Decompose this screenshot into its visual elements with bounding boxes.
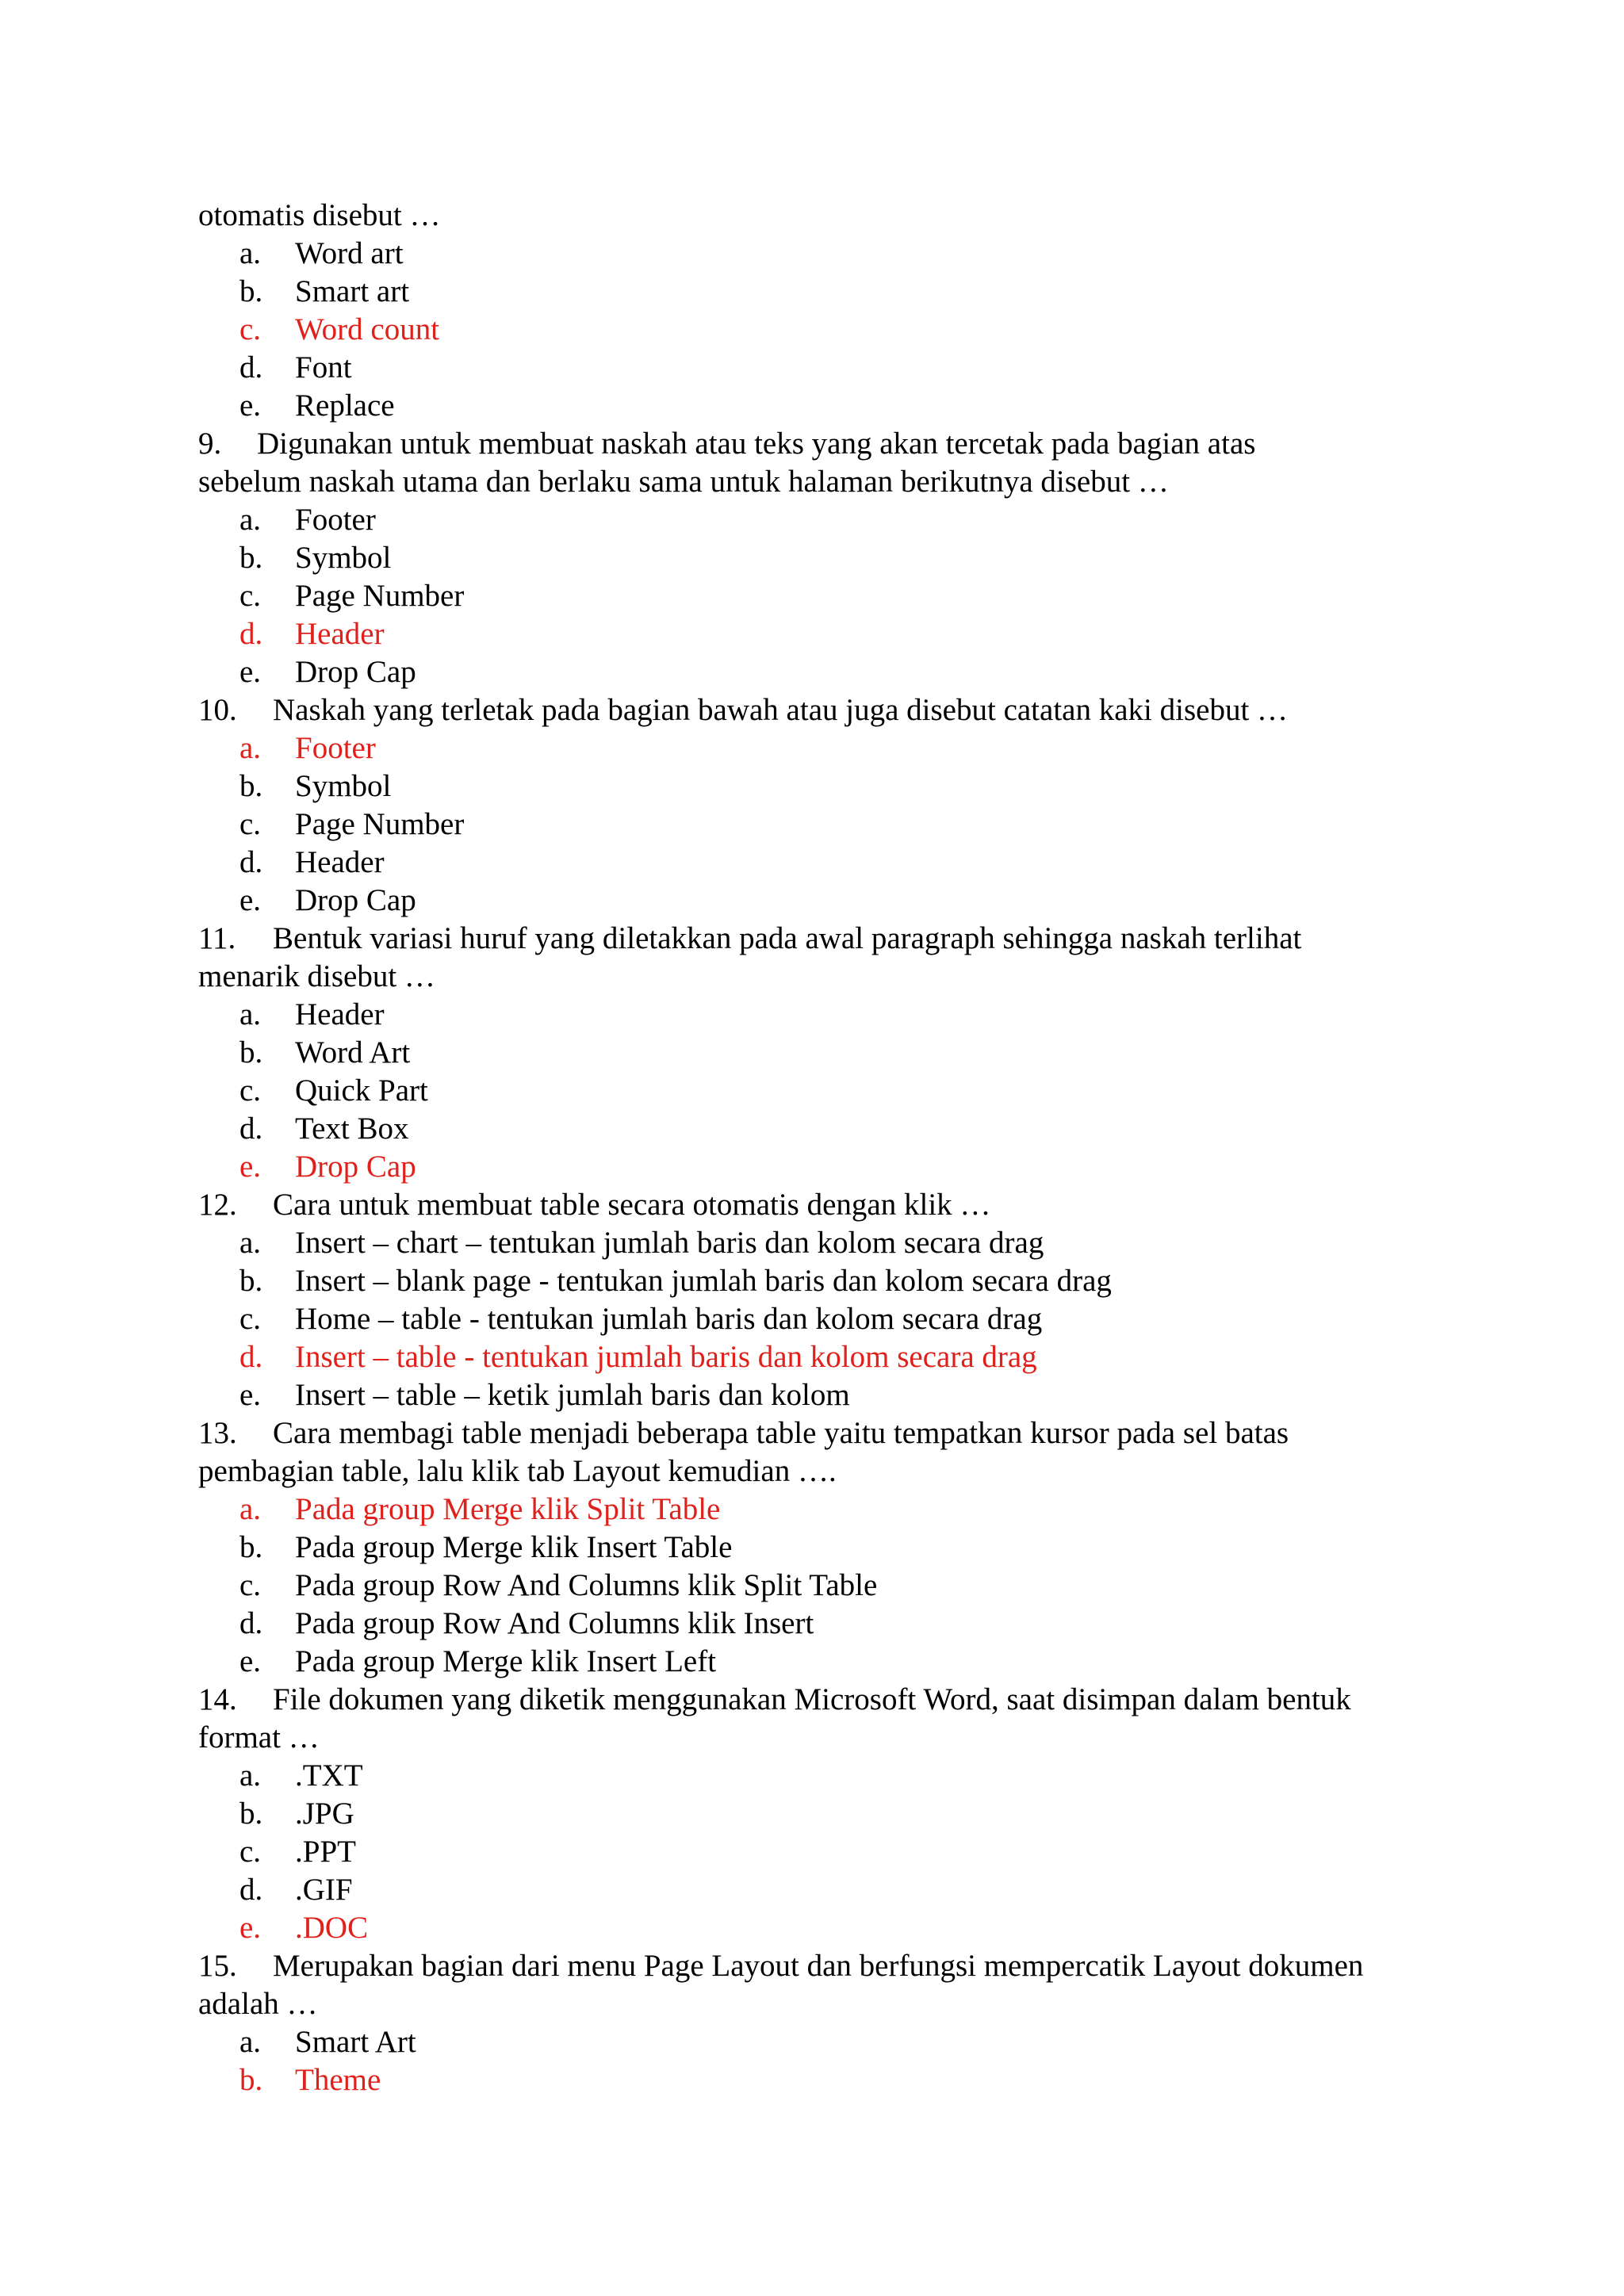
answer-option-correct [198,1148,1435,1186]
option-letter: b. [239,769,263,803]
question-list [198,425,1435,2099]
option-text: .TXT [295,1758,363,1793]
option-text: Footer [295,731,376,765]
answer-option [198,2023,1435,2061]
option-letter: e. [239,883,262,917]
question-number: 12. [198,1188,237,1222]
answer-option [198,577,1435,615]
option-letter: c. [239,1302,262,1336]
question-stem [198,691,1435,729]
question-text-continuation: adalah … [198,1987,318,2021]
question-stem [198,1947,1435,1985]
option-letter: a. [239,503,262,537]
option-text: Pada group Row And Columns klik Insert [295,1606,814,1640]
option-text: Theme [295,2063,381,2097]
option-text: Header [295,845,385,879]
option-text: Symbol [295,541,392,575]
question-stem [198,1414,1435,1452]
option-text: Word Art [295,1035,411,1070]
answer-option-correct [198,729,1435,767]
option-text: Insert – chart – tentukan jumlah baris dan kolom secara drag [295,1226,1044,1260]
question-block [198,920,1435,1186]
option-text: Drop Cap [295,655,416,689]
option-letter: d. [239,1606,263,1640]
question-text-continuation: pembagian table, lalu klik tab Layout kemudian …. [198,1454,837,1488]
option-letter: c. [239,807,262,841]
document-page [198,197,1435,2099]
option-text: Pada group Merge klik Split Table [295,1492,721,1526]
question-number: 9. [198,427,222,461]
option-text: Drop Cap [295,1150,416,1184]
question-stem [198,1681,1435,1719]
question-number: 15. [198,1949,237,1983]
question-stem [198,1186,1435,1224]
answer-option [198,1262,1435,1300]
answer-option [198,653,1435,691]
option-text: Smart Art [295,2025,416,2059]
answer-option [198,235,1435,273]
answer-option [198,387,1435,425]
option-letter: e. [239,1150,262,1184]
question-text: Naskah yang terletak pada bagian bawah atau juga disebut catatan kaki disebut … [273,693,1289,727]
option-text: Font [295,350,352,385]
option-letter: e. [239,388,262,423]
answer-option [198,844,1435,882]
question-stem [198,920,1435,958]
option-text: Page Number [295,579,465,613]
option-letter: d. [239,1112,263,1146]
option-letter: c. [239,1835,262,1869]
option-letter: d. [239,350,263,385]
option-text: Pada group Merge klik Insert Left [295,1644,717,1678]
answer-option-correct [198,615,1435,653]
answer-option-correct [198,1338,1435,1376]
option-letter: d. [239,617,263,651]
answer-option [198,1529,1435,1567]
option-letter: a. [239,1226,262,1260]
option-letter: e. [239,655,262,689]
answer-option [198,273,1435,311]
option-letter: d. [239,1873,263,1907]
answer-option [198,1034,1435,1072]
option-text: Word art [295,236,404,270]
answer-option [198,1757,1435,1795]
option-letter: b. [239,274,263,308]
option-letter: a. [239,236,262,270]
option-letter: d. [239,1340,263,1374]
option-text: Symbol [295,769,392,803]
answer-option [198,501,1435,539]
answer-option [198,996,1435,1034]
answer-option [198,882,1435,920]
answer-option [198,1833,1435,1871]
question-text: Cara untuk membuat table secara otomatis dengan klik … [273,1188,991,1222]
question-block [198,425,1435,691]
option-letter: b. [239,2063,263,2097]
option-text: Insert – table – ketik jumlah baris dan kolom [295,1378,850,1412]
option-letter: e. [239,1911,262,1945]
question-text: Merupakan bagian dari menu Page Layout dan berfungsi mempercatik Layout dokumen [273,1949,1364,1983]
option-text: Home – table - tentukan jumlah baris dan kolom secara drag [295,1302,1043,1336]
answer-option [198,1224,1435,1262]
option-letter: b. [239,1530,263,1564]
option-letter: a. [239,1758,262,1793]
answer-option [198,1643,1435,1681]
answer-option [198,1110,1435,1148]
option-letter: b. [239,1264,263,1298]
option-letter: a. [239,2025,262,2059]
answer-option-correct [198,1490,1435,1529]
option-text: Smart art [295,274,410,308]
option-text: .DOC [295,1911,369,1945]
answer-option-correct [198,2061,1435,2099]
question-number: 13. [198,1416,237,1450]
question-block [198,1947,1435,2099]
question-text-continuation: sebelum naskah utama dan berlaku sama untuk halaman berikutnya disebut … [198,465,1169,499]
option-letter: a. [239,1492,262,1526]
question-text: File dokumen yang diketik menggunakan Microsoft Word, saat disimpan dalam bentuk [273,1682,1351,1716]
option-text: Word count [295,312,440,346]
answer-option [198,1376,1435,1414]
answer-option [198,806,1435,844]
option-letter: c. [239,1073,262,1108]
question-text: Digunakan untuk membuat naskah atau teks yang akan tercetak pada bagian atas [257,427,1256,461]
answer-option [198,349,1435,387]
question-block [198,1186,1435,1414]
question-text: Cara membagi table menjadi beberapa table yaitu tempatkan kursor pada sel batas [273,1416,1289,1450]
option-letter: c. [239,1568,262,1602]
question-stem-continuation: otomatis disebut … [198,198,441,232]
option-letter: e. [239,1378,262,1412]
option-text: Drop Cap [295,883,416,917]
answer-option-correct [198,311,1435,349]
option-text: Page Number [295,807,465,841]
option-text: Replace [295,388,395,423]
option-text: Pada group Row And Columns klik Split Table [295,1568,878,1602]
question-text-continuation: menarik disebut … [198,959,435,993]
question-block [198,1414,1435,1681]
answer-option-correct [198,1909,1435,1947]
question-number: 11. [198,921,236,955]
option-text: Header [295,617,385,651]
option-list [198,235,1435,425]
option-text: Insert – table - tentukan jumlah baris dan kolom secara drag [295,1340,1037,1374]
answer-option [198,1300,1435,1338]
question-stem [198,425,1435,463]
answer-option [198,767,1435,806]
option-text: Header [295,997,385,1031]
option-text: .PPT [295,1835,356,1869]
question-text-continuation: format … [198,1720,320,1755]
option-letter: d. [239,845,263,879]
option-letter: c. [239,579,262,613]
question-number: 10. [198,693,237,727]
option-letter: b. [239,1035,263,1070]
answer-option [198,1567,1435,1605]
answer-option [198,1871,1435,1909]
option-text: .GIF [295,1873,353,1907]
option-letter: e. [239,1644,262,1678]
question-block [198,1681,1435,1947]
option-letter: b. [239,541,263,575]
answer-option [198,1605,1435,1643]
option-text: Footer [295,503,376,537]
question-block [198,691,1435,920]
answer-option [198,1072,1435,1110]
answer-option [198,539,1435,577]
option-letter: b. [239,1797,263,1831]
option-letter: c. [239,312,262,346]
question-text: Bentuk variasi huruf yang diletakkan pada awal paragraph sehingga naskah terlihat [273,921,1302,955]
option-text: .JPG [295,1797,354,1831]
option-letter: a. [239,997,262,1031]
option-text: Pada group Merge klik Insert Table [295,1530,733,1564]
answer-option [198,1795,1435,1833]
option-text: Quick Part [295,1073,428,1108]
option-letter: a. [239,731,262,765]
option-text: Insert – blank page - tentukan jumlah baris dan kolom secara drag [295,1264,1112,1298]
question-number: 14. [198,1682,237,1716]
option-text: Text Box [295,1112,409,1146]
